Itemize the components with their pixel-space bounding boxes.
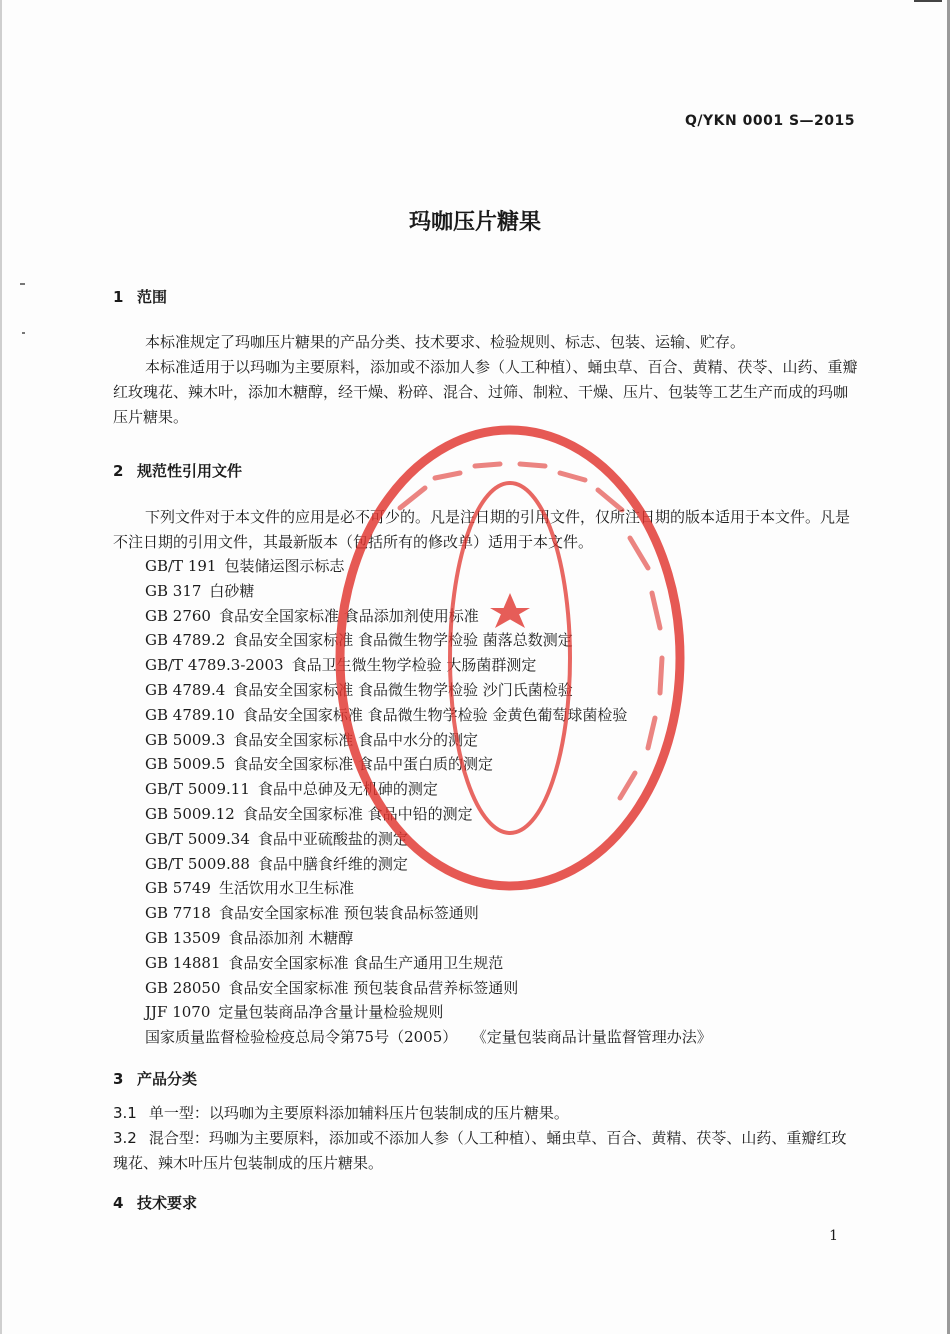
reference-title: 食品安全国家标准 食品生产通用卫生规范	[228, 953, 504, 972]
reference-code: 国家质量监督检验检疫总局令第75号（2005）	[145, 1028, 458, 1047]
scan-speck	[20, 283, 25, 285]
item-text: 混合型：玛咖为主要原料，添加或不添加人参（人工种植）、蛹虫草、百合、黄精、茯苓、山药、重瓣红玫瑰花、辣木叶压片包装制成的压片糖果。	[113, 1129, 847, 1172]
reference-title: 食品添加剂 木糖醇	[228, 928, 354, 947]
section-number: 3	[113, 1070, 124, 1088]
reference-item	[145, 1025, 712, 1050]
reference-item	[145, 554, 712, 579]
paragraph: 本标准适用于以玛咖为主要原料，添加或不添加人参（人工种植）、蛹虫草、百合、黄精、茯苓、山药、重瓣红玫瑰花、辣木叶，添加木糖醇，经干燥、粉碎、混合、过筛、制粒、干燥、压片、包装等工艺生产而成的玛咖压片糖果。	[113, 358, 858, 426]
scan-speck	[22, 332, 25, 334]
section-title: 技术要求	[137, 1194, 198, 1212]
section-heading-scope	[113, 286, 167, 307]
reference-title: 食品安全国家标准 食品微生物学检验 金黄色葡萄球菌检验	[242, 705, 628, 724]
reference-item	[145, 653, 712, 678]
reference-item	[145, 703, 712, 728]
standard-code: Q/YKN 0001 S—2015	[685, 113, 855, 129]
item-text: 单一型：以玛咖为主要原料添加辅料压片包装制成的压片糖果。	[148, 1104, 569, 1122]
reference-code: GB 14881	[145, 953, 221, 972]
reference-title: 食品安全国家标准 食品中蛋白质的测定	[233, 755, 494, 774]
scope-paragraphs	[113, 330, 858, 430]
scan-edge-left	[0, 0, 2, 1334]
classification-item	[113, 1126, 858, 1176]
section-number: 1	[113, 288, 124, 306]
classification-item	[113, 1101, 858, 1126]
reference-code: GB 317	[145, 581, 202, 600]
section-number: 2	[113, 462, 124, 480]
reference-code: GB 4789.4	[145, 680, 226, 699]
reference-code: GB 28050	[145, 978, 221, 997]
section-heading-normative	[113, 460, 242, 481]
page-number: 1	[829, 1228, 838, 1244]
reference-code: GB 5009.3	[145, 730, 226, 749]
reference-item	[145, 951, 712, 976]
reference-list	[145, 554, 712, 1050]
document-title: 玛咖压片糖果	[408, 210, 541, 235]
normative-intro	[113, 505, 858, 555]
reference-title: 《定量包装商品计量监督管理办法》	[479, 1028, 712, 1047]
reference-item	[145, 901, 712, 926]
reference-code: GB 4789.10	[145, 705, 235, 724]
reference-title: 白砂糖	[209, 581, 255, 600]
reference-item	[145, 752, 712, 777]
reference-title: 食品中膳食纤维的测定	[257, 854, 408, 873]
reference-code: GB 5749	[145, 879, 211, 898]
reference-code: GB 4789.2	[145, 631, 226, 650]
reference-item	[145, 852, 712, 877]
section-number: 4	[113, 1194, 124, 1212]
reference-title: 食品安全国家标准 食品中铅的测定	[242, 804, 473, 823]
section-title: 规范性引用文件	[137, 462, 243, 480]
reference-code: GB 5009.12	[145, 804, 235, 823]
item-number: 3.2	[113, 1129, 137, 1147]
paragraph: 本标准规定了玛咖压片糖果的产品分类、技术要求、检验规则、标志、包装、运输、贮存。	[145, 333, 746, 351]
reference-item	[145, 1000, 712, 1025]
reference-code: GB/T 191	[145, 557, 217, 575]
reference-title: 食品卫生微生物学检验 大肠菌群测定	[291, 656, 537, 675]
section-title: 产品分类	[137, 1070, 198, 1088]
reference-title: 定量包装商品净含量计量检验规则	[218, 1003, 444, 1022]
reference-title: 生活饮用水卫生标准	[218, 879, 354, 898]
reference-title: 食品安全国家标准 预包装食品营养标签通则	[228, 978, 519, 997]
reference-item	[145, 827, 712, 852]
reference-code: GB 7718	[145, 904, 211, 923]
reference-item	[145, 628, 712, 653]
reference-item	[145, 579, 712, 604]
reference-title: 食品安全国家标准 食品添加剂使用标准	[218, 606, 479, 625]
reference-title: 食品中亚硫酸盐的测定	[257, 829, 408, 848]
reference-code: GB 13509	[145, 928, 221, 947]
reference-item	[145, 876, 712, 901]
reference-code: GB 5009.5	[145, 755, 226, 774]
section-title: 范围	[137, 288, 168, 306]
reference-item	[145, 926, 712, 951]
reference-item	[145, 604, 712, 629]
reference-item	[145, 802, 712, 827]
reference-code: JJF 1070	[145, 1003, 211, 1022]
reference-title: 食品安全国家标准 食品微生物学检验 沙门氏菌检验	[233, 680, 573, 699]
reference-code: GB/T 5009.11	[145, 780, 250, 799]
reference-code: GB/T 5009.88	[145, 854, 250, 873]
section-heading-classification	[113, 1068, 197, 1089]
reference-code: GB/T 5009.34	[145, 829, 250, 848]
reference-item	[145, 678, 712, 703]
reference-title: 食品安全国家标准 食品微生物学检验 菌落总数测定	[233, 631, 573, 650]
reference-title: 食品中总砷及无机砷的测定	[257, 780, 438, 799]
reference-title: 包装储运图示标志	[224, 557, 345, 575]
paragraph: 下列文件对于本文件的应用是必不可少的。凡是注日期的引用文件，仅所注日期的版本适用于本文件。凡是不注日期的引用文件，其最新版本（包括所有的修改单）适用于本文件。	[113, 508, 851, 551]
reference-title: 食品安全国家标准 食品中水分的测定	[233, 730, 479, 749]
reference-item	[145, 728, 712, 753]
reference-item	[145, 777, 712, 802]
section-heading-technical	[113, 1192, 197, 1213]
item-number: 3.1	[113, 1104, 137, 1122]
reference-code: GB/T 4789.3-2003	[145, 656, 284, 675]
reference-code: GB 2760	[145, 606, 211, 625]
reference-item	[145, 976, 712, 1001]
reference-title: 食品安全国家标准 预包装食品标签通则	[218, 904, 479, 923]
scan-mark-top	[914, 0, 942, 2]
